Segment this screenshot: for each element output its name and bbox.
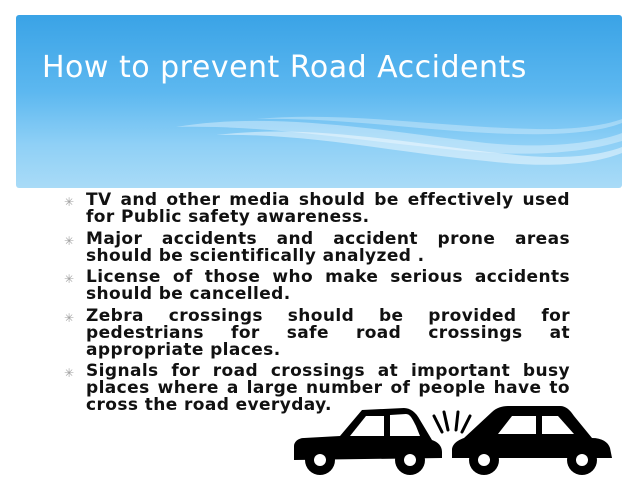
bullet-item: [64, 228, 570, 266]
right-car-icon: [452, 406, 612, 475]
asterisk-bullet-icon: ✳: [64, 366, 75, 380]
bullet-text: License of those who make serious accidents should be cancelled.: [86, 267, 570, 304]
asterisk-bullet-icon: ✳: [64, 233, 75, 248]
bullet-item: [64, 269, 570, 303]
slide-title: How to prevent Road Accidents: [42, 50, 527, 85]
impact-lines-icon: [434, 412, 470, 432]
bullet-text: Major accidents and accident prone areas should be scientifically analyzed .: [86, 228, 570, 266]
wave-decoration: [16, 15, 622, 188]
left-car-icon: [294, 408, 442, 475]
title-banner: [16, 15, 622, 188]
bullet-list: [64, 192, 570, 419]
bullet-text: Signals for road crossings at important busy places where a large number of people have to cross the road everyday.: [86, 361, 570, 415]
asterisk-bullet-icon: ✳: [64, 272, 75, 286]
asterisk-bullet-icon: ✳: [64, 195, 75, 209]
asterisk-bullet-icon: ✳: [64, 310, 75, 325]
bullet-text: TV and other media should be effectively used for Public safety awareness.: [86, 190, 570, 227]
bullet-item: [64, 305, 570, 360]
bullet-text: Zebra crossings should be provided for pedestrians for safe road crossings at appropriate places.: [86, 305, 570, 360]
bullet-item: [64, 192, 570, 226]
car-collision-icon: [292, 398, 622, 478]
